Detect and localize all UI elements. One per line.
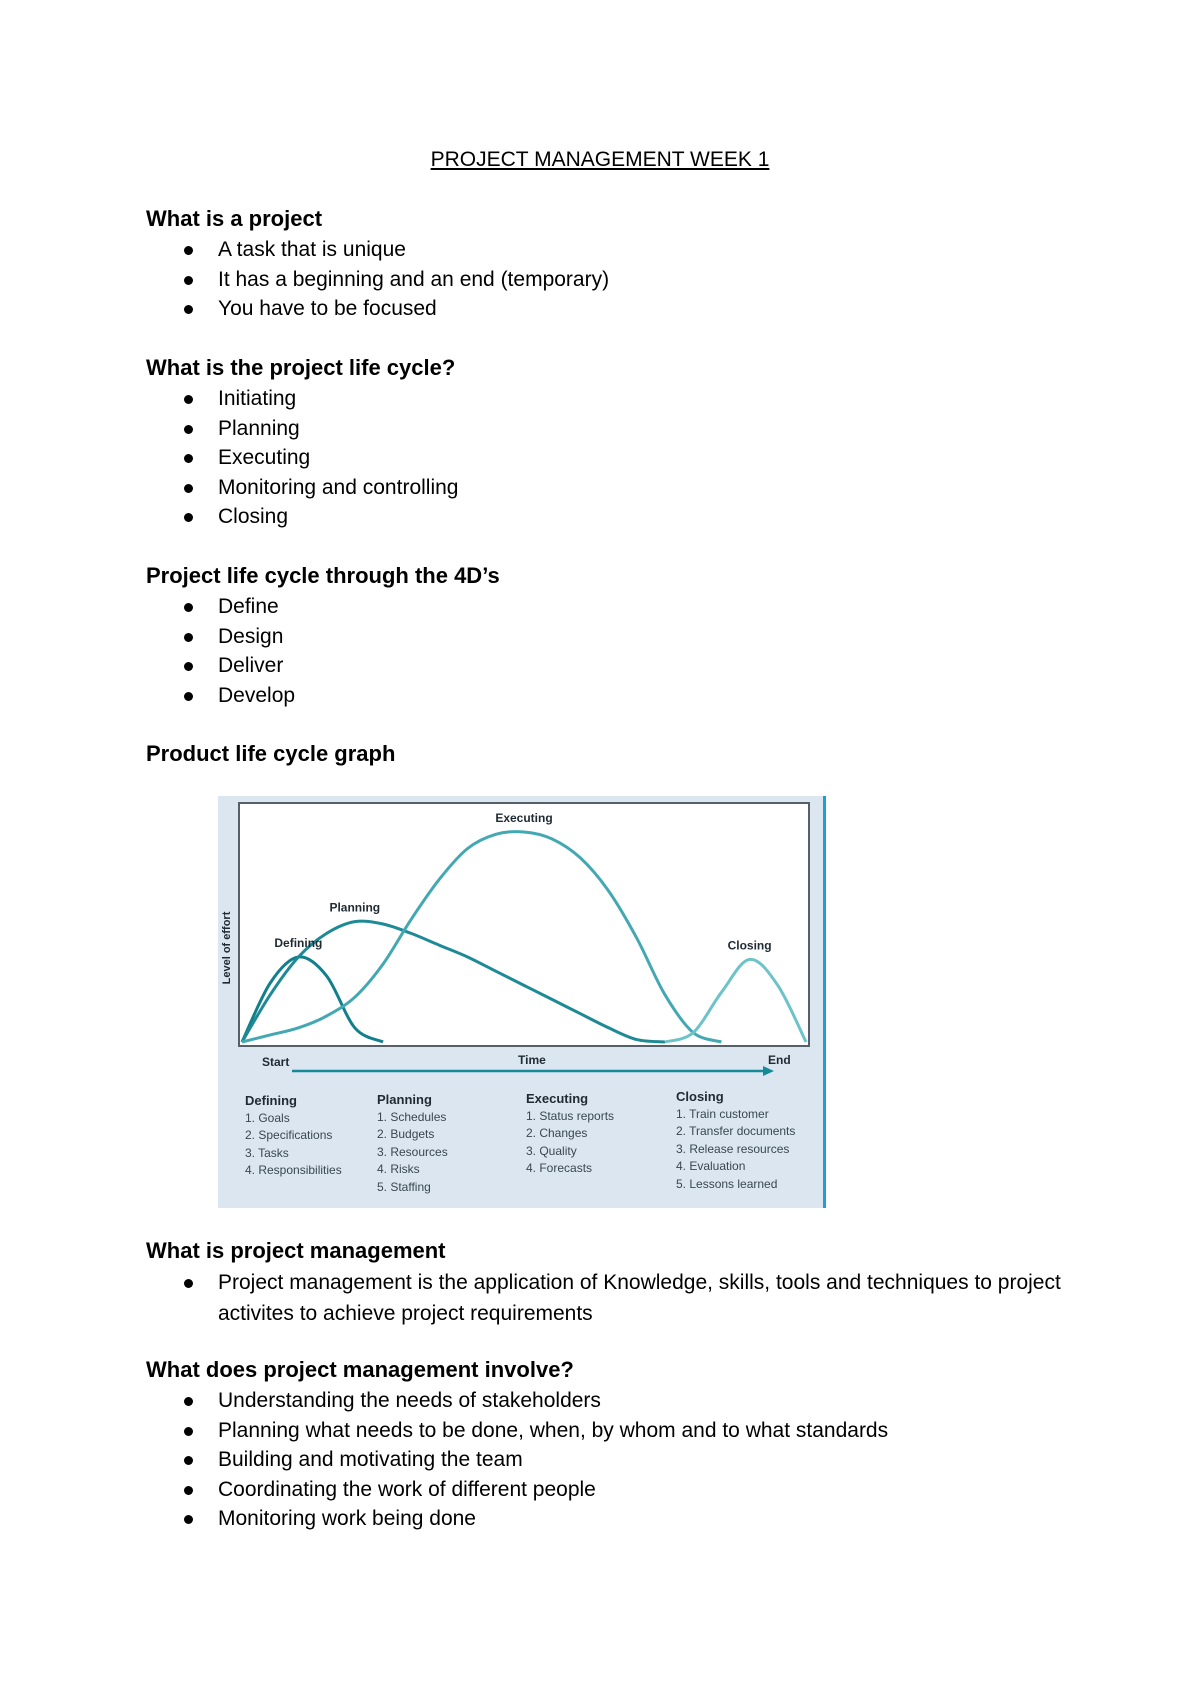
bullet-icon — [184, 692, 193, 701]
phase-task: 2. Budgets — [377, 1127, 435, 1141]
phase-task: 1. Train customer — [676, 1106, 769, 1121]
bullet-icon — [184, 1397, 193, 1406]
phase-block-planning — [377, 1091, 448, 1196]
phase-task: 2. Changes — [526, 1126, 588, 1140]
bullet-icon — [184, 633, 193, 642]
bullet-icon — [184, 1427, 193, 1436]
list-item: Coordinating the work of different people — [146, 1475, 1066, 1505]
bullet-icon — [184, 276, 193, 285]
list-item: Executing — [146, 443, 1066, 473]
phase-task: 2. Specifications — [245, 1128, 333, 1142]
section-four-ds — [146, 562, 1066, 710]
phase-task: 1. Goals — [245, 1110, 290, 1125]
bullet-icon — [184, 1279, 193, 1288]
bullet-icon — [184, 1515, 193, 1524]
phase-heading: Defining — [245, 1093, 297, 1108]
phase-block-executing — [526, 1090, 614, 1178]
section-pm-involve — [146, 1356, 1066, 1534]
list-item: Monitoring work being done — [146, 1504, 1066, 1534]
bullet-icon — [184, 603, 193, 612]
phase-task: 4. Responsibilities — [245, 1163, 342, 1177]
phase-task: 4. Evaluation — [676, 1159, 746, 1173]
section-project-management — [146, 1237, 1066, 1329]
section-heading: Project life cycle through the 4D’s — [146, 563, 500, 588]
series-label-planning: Planning — [329, 900, 381, 915]
phase-task: 2. Transfer documents — [676, 1124, 796, 1138]
section-heading: What is project management — [146, 1238, 446, 1263]
list-item: Initiating — [146, 384, 1066, 414]
bullet-list — [146, 235, 1066, 324]
bullet-icon — [184, 395, 193, 404]
section-heading: Product life cycle graph — [146, 741, 396, 766]
bullet-icon — [184, 425, 193, 434]
phase-heading: Planning — [377, 1092, 432, 1107]
list-item: It has a beginning and an end (temporary) — [146, 265, 1066, 295]
phase-task: 3. Release resources — [676, 1141, 790, 1156]
bullet-icon — [184, 246, 193, 255]
document-title: PROJECT MANAGEMENT WEEK 1 — [430, 148, 770, 171]
list-item: Planning what needs to be done, when, by whom and to what standards — [146, 1416, 1066, 1446]
list-item: A task that is unique — [146, 235, 1066, 265]
x-start-label: Start — [262, 1055, 290, 1069]
phase-heading: Executing — [526, 1091, 589, 1106]
list-item: Understanding the needs of stakeholders — [146, 1386, 1066, 1416]
phase-task: 1. Schedules — [377, 1109, 447, 1124]
phase-task: 3. Tasks — [245, 1145, 289, 1160]
section-heading: What is a project — [146, 206, 323, 231]
bullet-icon — [184, 484, 193, 493]
time-axis-arrow-icon — [763, 1066, 774, 1076]
x-end-label: End — [768, 1053, 791, 1067]
list-item: Planning — [146, 414, 1066, 444]
list-item: Define — [146, 592, 1066, 622]
plot-area — [239, 803, 809, 1046]
phase-task: 4. Forecasts — [526, 1161, 593, 1175]
phase-block-closing — [676, 1088, 795, 1193]
list-item: Monitoring and controlling — [146, 473, 1066, 503]
bullet-list — [146, 384, 1066, 532]
section-heading: What does project management involve? — [146, 1357, 574, 1382]
list-item: Develop — [146, 681, 1066, 711]
phase-task: 4. Risks — [377, 1162, 420, 1176]
phase-block-defining — [245, 1092, 342, 1180]
list-item: Building and motivating the team — [146, 1445, 1066, 1475]
list-item: Project management is the application of Knowledge, skills, tools and techniques to project activites to achieve project requirements — [146, 1267, 1066, 1329]
phase-task: 5. Staffing — [377, 1179, 431, 1194]
section-heading: What is the project life cycle? — [146, 355, 456, 380]
list-item: You have to be focused — [146, 294, 1066, 324]
section-graph — [146, 740, 1066, 768]
series-label-executing: Executing — [495, 811, 553, 825]
bullet-icon — [184, 513, 193, 522]
y-axis-label: Level of effort — [221, 911, 233, 985]
bullet-list — [146, 592, 1066, 710]
bullet-icon — [184, 1456, 193, 1465]
phase-task: 3. Resources — [377, 1144, 448, 1159]
bullet-icon — [184, 1486, 193, 1495]
bullet-list — [146, 1386, 1066, 1534]
phase-task: 5. Lessons learned — [676, 1176, 778, 1191]
bullet-icon — [184, 662, 193, 671]
bullet-icon — [184, 454, 193, 463]
bullet-list — [146, 1267, 1066, 1329]
list-item: Design — [146, 622, 1066, 652]
series-label-closing: Closing — [727, 938, 772, 953]
section-life-cycle — [146, 354, 1066, 532]
list-item: Deliver — [146, 651, 1066, 681]
phase-task: 1. Status reports — [526, 1108, 615, 1123]
phase-heading: Closing — [676, 1089, 724, 1104]
x-axis-label: Time — [518, 1053, 546, 1067]
life-cycle-chart — [218, 796, 826, 1208]
phase-task: 3. Quality — [526, 1143, 577, 1158]
bullet-icon — [184, 305, 193, 314]
series-label-defining: Defining — [274, 936, 323, 950]
section-what-is-project — [146, 205, 1066, 324]
list-item: Closing — [146, 502, 1066, 532]
